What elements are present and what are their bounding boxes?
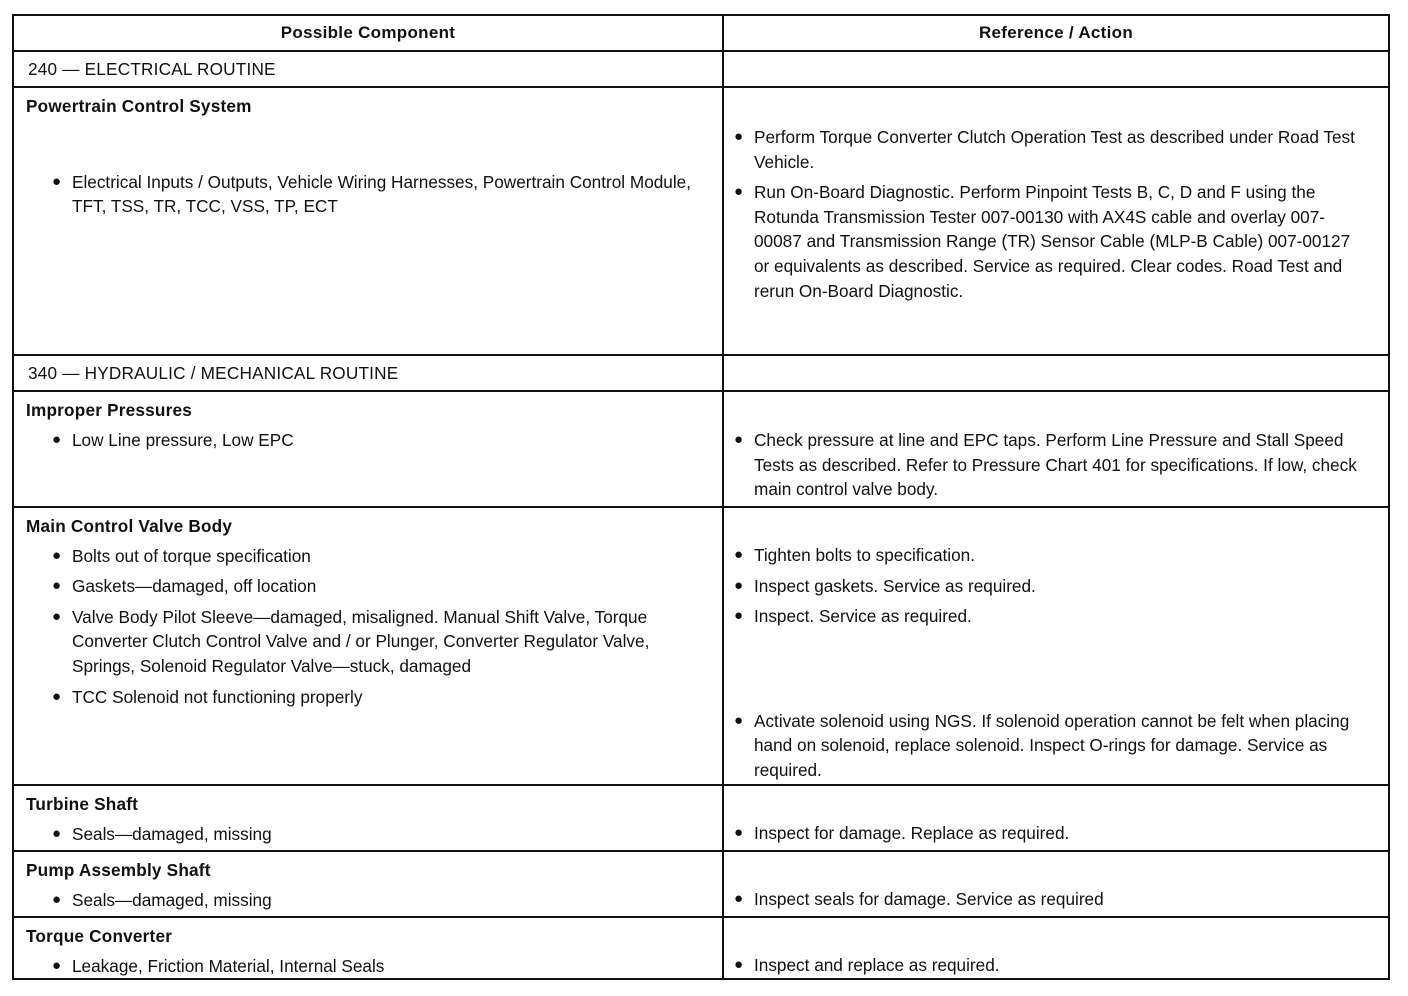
routine-row-340 [13,355,1389,391]
bullet-icon: ● [734,890,744,907]
bullet-icon: ● [734,128,744,145]
component-text: Low Line pressure, Low EPC [72,429,294,450]
diagnosis-table [12,14,1390,980]
routine-label: 340 — HYDRAULIC / MECHANICAL ROUTINE [28,362,399,383]
list-item [52,888,722,913]
list-item [734,709,1372,783]
section-title: Main Control Valve Body [26,516,233,536]
table-header-row [13,15,1389,51]
list-item [52,822,722,847]
bullet-icon: ● [52,607,62,625]
bullet-icon: ● [734,546,744,563]
bullet-icon: ● [52,824,62,842]
section-row-turbine-shaft [13,785,1389,851]
section-title: Improper Pressures [26,400,192,420]
bullet-icon: ● [52,956,62,974]
action-text: Run On-Board Diagnostic. Perform Pinpoint Tests B, C, D and F using the Rotunda Transmission Tester 007-00130 with AX4S cable and overlay 007-00087 and Transmission Range (TR) Sensor Cable (MLP-B Cable) 007-00127 or equivalents as described. Service as required. Clear codes. Road Test and rerun On-Board Diagnostic. [754,182,1351,301]
list-item [734,887,1388,912]
action-text: Inspect for damage. Replace as required. [754,823,1070,843]
list-item [734,180,1366,303]
section-title: Torque Converter [26,926,173,946]
list-item [52,170,722,219]
bullet-icon: ● [52,687,62,705]
component-text: Seals—damaged, missing [72,823,272,844]
component-text: Valve Body Pilot Sleeve—damaged, misaligned. Manual Shift Valve, Torque Converter Clutch Control Valve and / or Plunger, Converter Regulator Valve, Springs, Solenoid Regulator Valve—stuck, damaged [72,606,650,676]
bullet-icon: ● [734,824,744,841]
bullet-icon: ● [52,546,62,564]
diagnosis-document [12,14,1388,980]
bullet-icon: ● [734,183,744,201]
list-item [734,574,1388,599]
list-item [734,125,1366,174]
action-text: Inspect and replace as required. [754,955,1000,975]
component-text: Bolts out of torque specification [72,545,311,566]
routine-label: 240 — ELECTRICAL ROUTINE [28,58,276,79]
list-item [52,428,722,453]
bullet-icon: ● [734,956,744,973]
action-text: Tighten bolts to specification. [754,545,976,565]
list-item [52,605,698,679]
list-item [52,954,722,979]
component-text: Gaskets—damaged, off location [72,576,317,597]
action-text: Inspect gaskets. Service as required. [754,575,1036,596]
action-text: Activate solenoid using NGS. If solenoid operation cannot be felt when placing hand on solenoid, replace solenoid. Inspect O-rings for damage. Service as required. [754,710,1350,780]
list-item [52,574,722,599]
list-item [734,953,1388,978]
list-item [52,685,722,710]
bullet-icon: ● [734,576,744,594]
list-item [52,544,722,569]
empty-cell [723,51,1389,87]
component-text: Electrical Inputs / Outputs, Vehicle Wiring Harnesses, Powertrain Control Module, TFT, TSS, TR, TCC, VSS, TP, ECT [72,171,692,217]
action-text: Perform Torque Converter Clutch Operation Test as described under Road Test Vehicle. [754,127,1355,172]
section-title: Pump Assembly Shaft [26,860,211,880]
column-header-action: Reference / Action [723,15,1389,51]
bullet-icon: ● [52,890,62,908]
component-text: TCC Solenoid not functioning properly [72,686,363,707]
component-text: Leakage, Friction Material, Internal Seals [72,955,385,976]
action-text: Inspect seals for damage. Service as required [754,889,1104,909]
bullet-icon: ● [734,607,744,625]
section-row-powertrain [13,87,1389,355]
list-item [734,821,1388,846]
section-row-main-control-valve-body [13,507,1389,785]
section-title: Powertrain Control System [26,96,252,116]
bullet-icon: ● [734,711,744,729]
list-item [734,428,1370,502]
section-row-torque-converter [13,917,1389,979]
list-item [734,543,1388,568]
routine-row-240 [13,51,1389,87]
action-text: Check pressure at line and EPC taps. Perform Line Pressure and Stall Speed Tests as described. Refer to Pressure Chart 401 for specifications. If low, check main control valve body. [754,430,1357,500]
list-item [734,604,1388,629]
component-text: Seals—damaged, missing [72,889,272,910]
section-title: Turbine Shaft [26,794,139,814]
bullet-icon: ● [734,431,744,448]
empty-cell [723,355,1389,391]
bullet-icon: ● [52,430,62,448]
bullet-icon: ● [52,577,62,595]
section-row-pump-assembly-shaft [13,851,1389,917]
bullet-icon: ● [52,172,62,190]
action-text: Inspect. Service as required. [754,606,972,627]
section-row-improper-pressures [13,391,1389,507]
column-header-component: Possible Component [13,15,723,51]
